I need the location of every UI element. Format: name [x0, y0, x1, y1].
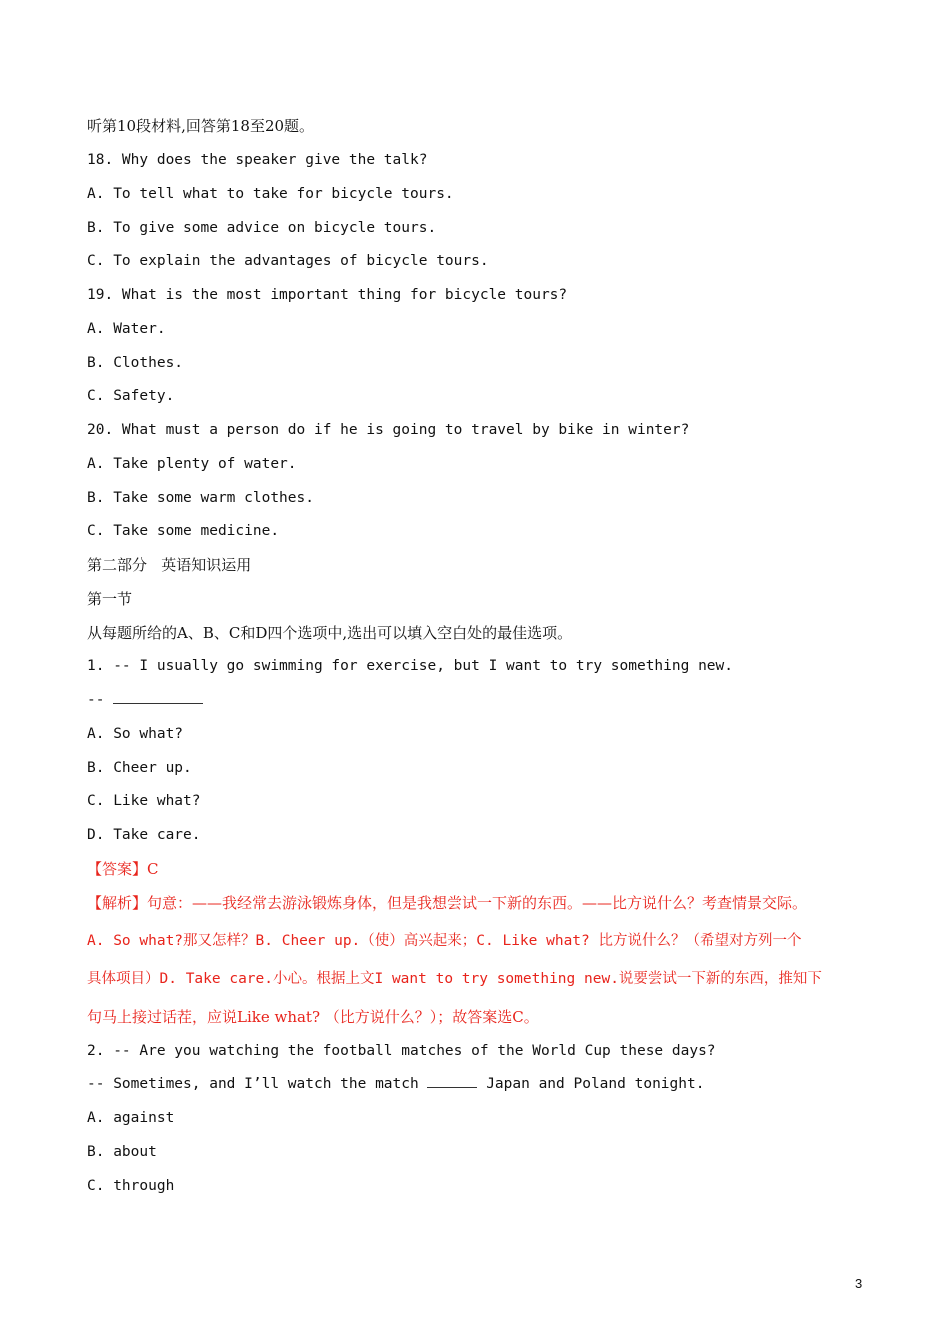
- question-1-reply: [87, 690, 203, 710]
- question-20: 20. What must a person do if he is going to travel by bike in winter?: [87, 422, 690, 438]
- option-2b: B. about: [87, 1144, 157, 1160]
- question-1: 1. -- I usually go swimming for exercise, but I want to try something new.: [87, 658, 734, 674]
- question-2-reply: [87, 1074, 704, 1094]
- option-19b: B. Clothes.: [87, 355, 184, 371]
- question-19: 19. What is the most important thing for bicycle tours?: [87, 287, 568, 303]
- option-1a: A. So what?: [87, 726, 184, 742]
- option-20a: A. Take plenty of water.: [87, 456, 297, 472]
- option-1b: B. Cheer up.: [87, 760, 192, 776]
- option-20c: C. Take some medicine.: [87, 523, 280, 539]
- option-18a: A. To tell what to take for bicycle tours.: [87, 186, 454, 202]
- option-2a: A. against: [87, 1110, 175, 1126]
- option-1c: C. Like what?: [87, 793, 201, 809]
- reply-prefix: --: [87, 692, 114, 708]
- analysis-line-3: 具体项目）D. Take care.小心。根据上文I want to try something new.说要尝试一下新的东西，推知下: [87, 971, 822, 987]
- analysis-line-4: 句马上接过话茬，应说Like what? （比方说什么？）；故答案选C。: [87, 1008, 539, 1026]
- section-heading: 第一节: [87, 590, 133, 608]
- section-instruction: 从每题所给的A、B、C和D四个选项中,选出可以填入空白处的最佳选项。: [87, 624, 573, 642]
- option-2c: C. through: [87, 1178, 175, 1194]
- reply-after-blank: Japan and Poland tonight.: [477, 1076, 705, 1092]
- option-18c: C. To explain the advantages of bicycle tours.: [87, 253, 489, 269]
- option-19a: A. Water.: [87, 321, 166, 337]
- answer-label: 【答案】C: [87, 860, 159, 878]
- page-number: 3: [855, 1276, 863, 1291]
- answer-blank: [427, 1077, 477, 1088]
- question-18: 18. Why does the speaker give the talk?: [87, 152, 428, 168]
- option-1d: D. Take care.: [87, 827, 201, 843]
- option-20b: B. Take some warm clothes.: [87, 490, 314, 506]
- question-2: 2. -- Are you watching the football matches of the World Cup these days?: [87, 1043, 716, 1059]
- reply-before-blank: -- Sometimes, and I’ll watch the match: [87, 1076, 428, 1092]
- part-heading: 第二部分 英语知识运用: [87, 556, 252, 574]
- option-19c: C. Safety.: [87, 388, 175, 404]
- option-18b: B. To give some advice on bicycle tours.: [87, 220, 437, 236]
- analysis-line-1: 【解析】句意：——我经常去游泳锻炼身体，但是我想尝试一下新的东西。——比方说什么？考查情景交际。: [87, 894, 808, 912]
- answer-blank: [113, 693, 203, 704]
- listening-intro: 听第10段材料,回答第18至20题。: [87, 117, 315, 135]
- analysis-line-2: A. So what?那又怎样？B. Cheer up.（使）高兴起来；C. Like what? 比方说什么？（希望对方列一个: [87, 933, 802, 949]
